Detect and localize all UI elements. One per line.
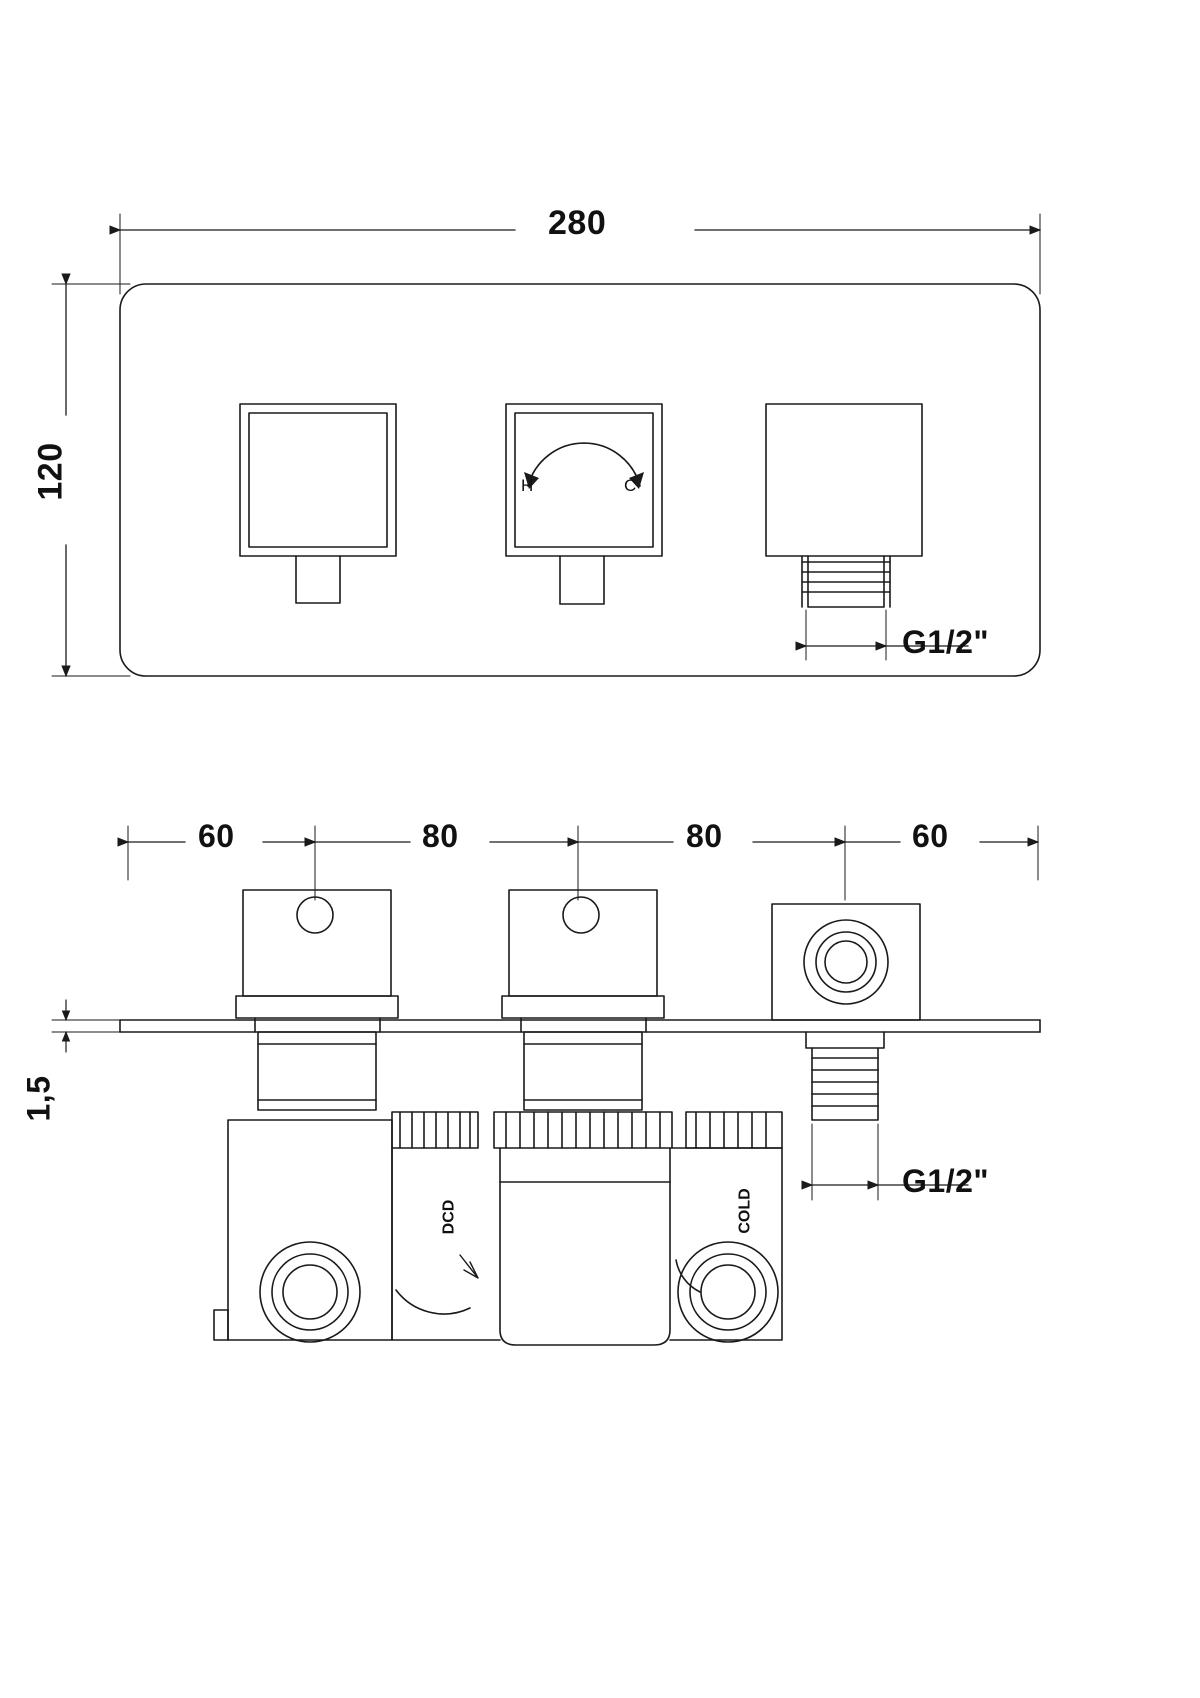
dim-thread-side-g12: G1/2" <box>902 1163 990 1199</box>
marking-hot-h: H <box>521 476 534 495</box>
marking-hot-inlet: DCD <box>440 1199 458 1235</box>
marking-cold-c: C <box>624 476 637 495</box>
dim-plate-thickness-1-5: 1,5 <box>20 1075 57 1122</box>
dim-thread-front-g12: G1/2" <box>902 624 990 660</box>
dim-span-60-left: 60 <box>198 818 235 854</box>
dim-height-120: 120 <box>31 442 70 501</box>
dim-span-80-left: 80 <box>422 818 459 854</box>
dim-width-280: 280 <box>548 204 607 242</box>
dim-span-60-right: 60 <box>912 818 949 854</box>
dim-span-80-right: 80 <box>686 818 723 854</box>
marking-cold-inlet: COLD <box>736 1188 754 1234</box>
